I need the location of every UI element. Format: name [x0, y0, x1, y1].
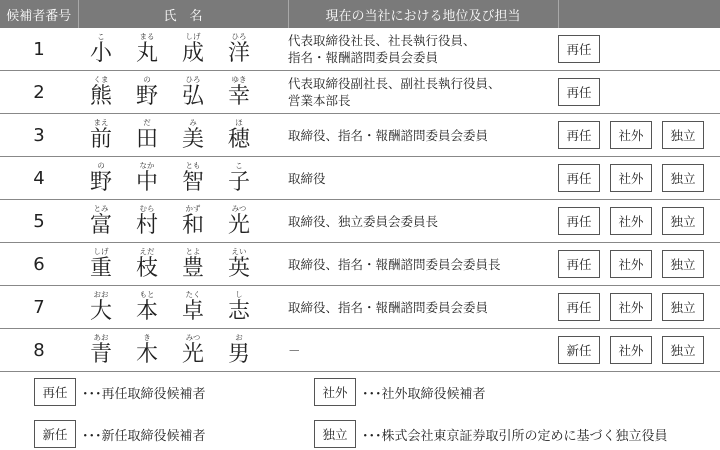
candidate-number: 2	[0, 71, 78, 114]
legend-tag-outside: 社外	[314, 378, 356, 406]
position-line: 取締役、指名・報酬諮問委員会委員	[288, 127, 489, 143]
candidate-position	[288, 200, 558, 243]
status-badge: 独立	[662, 250, 704, 278]
name-kanji: 成	[181, 41, 204, 66]
name-kanji: 美	[181, 127, 204, 152]
name-char	[78, 333, 124, 367]
position-line: 指名・報酬諮問委員会委員	[288, 50, 439, 65]
table-row	[0, 114, 720, 157]
name-ruby: みつ	[185, 333, 201, 342]
table-header	[0, 0, 720, 28]
name-char	[78, 32, 124, 66]
name-ruby: みつ	[231, 204, 247, 213]
name-kanji: 野	[89, 170, 112, 195]
legend-item-outside	[314, 378, 486, 406]
name-char	[170, 118, 216, 152]
candidate-name	[78, 243, 288, 286]
name-char	[124, 118, 170, 152]
name-char	[78, 247, 124, 281]
name-ruby: もと	[139, 290, 155, 299]
candidate-number: 1	[0, 28, 78, 71]
name-ruby: しげ	[185, 32, 201, 41]
name-kanji: 穂	[227, 127, 250, 152]
name-ruby: あお	[93, 333, 109, 342]
status-badge: 社外	[610, 121, 652, 149]
name-ruby: し	[235, 290, 243, 299]
name-kanji: 中	[135, 170, 158, 195]
name-kanji: 本	[135, 299, 158, 324]
name-kanji: 富	[89, 213, 112, 238]
candidate-name	[78, 157, 288, 200]
status-badge: 再任	[558, 121, 600, 149]
position-line: 営業本部長	[288, 93, 351, 108]
candidate-position	[288, 329, 558, 372]
candidate-position	[288, 71, 558, 114]
header-attributes	[558, 0, 720, 28]
position-line: 取締役、指名・報酬諮問委員会委員	[288, 299, 489, 315]
status-badge: 再任	[558, 250, 600, 278]
name-char	[216, 333, 262, 367]
candidate-tags	[558, 329, 720, 372]
legend	[0, 372, 720, 450]
table-row	[0, 243, 720, 286]
header-position: 現在の当社における地位及び担当	[288, 0, 558, 28]
name-char	[78, 118, 124, 152]
legend-text-reappointed: ･･･再任取締役候補者	[82, 386, 206, 402]
name-kanji: 幸	[227, 84, 250, 109]
candidate-name	[78, 329, 288, 372]
name-kanji: 村	[135, 213, 158, 238]
name-char	[124, 247, 170, 281]
name-ruby: こ	[235, 161, 243, 170]
name-ruby: おお	[93, 290, 109, 299]
name-char	[124, 75, 170, 109]
name-kanji: 枝	[135, 256, 158, 281]
name-ruby: ひろ	[231, 32, 247, 41]
name-char	[216, 247, 262, 281]
position-line: 代表取締役社長、社長執行役員、	[288, 33, 476, 48]
candidate-number: 5	[0, 200, 78, 243]
name-ruby: えい	[231, 247, 247, 256]
candidate-position	[288, 157, 558, 200]
candidate-number: 7	[0, 286, 78, 329]
candidate-number: 8	[0, 329, 78, 372]
name-char	[78, 161, 124, 195]
name-char	[78, 75, 124, 109]
legend-text-new: ･･･新任取締役候補者	[82, 428, 206, 444]
table-row	[0, 71, 720, 114]
header-number: 候補者番号	[0, 0, 78, 28]
candidate-tags	[558, 243, 720, 286]
name-ruby: とも	[185, 161, 201, 170]
name-ruby: の	[143, 75, 151, 84]
position-line: －	[288, 342, 301, 358]
legend-tag-reappointed: 再任	[34, 378, 76, 406]
name-kanji: 大	[89, 299, 112, 324]
name-ruby: まる	[139, 32, 155, 41]
legend-tag-new: 新任	[34, 420, 76, 448]
name-char	[124, 333, 170, 367]
table-body	[0, 28, 720, 372]
status-badge: 独立	[662, 293, 704, 321]
status-badge: 新任	[558, 336, 600, 364]
candidate-tags	[558, 286, 720, 329]
candidate-tags	[558, 114, 720, 157]
position-line: 取締役、独立委員会委員長	[288, 213, 439, 229]
name-kanji: 光	[181, 342, 204, 367]
status-badge: 再任	[558, 35, 600, 63]
name-char	[170, 204, 216, 238]
legend-text-outside: ･･･社外取締役候補者	[362, 386, 486, 402]
name-kanji: 智	[181, 170, 204, 195]
name-ruby: ひろ	[185, 75, 201, 84]
table-row	[0, 157, 720, 200]
status-badge: 社外	[610, 293, 652, 321]
status-badge: 独立	[662, 164, 704, 192]
name-char	[124, 290, 170, 324]
candidate-tags	[558, 28, 720, 71]
name-char	[216, 75, 262, 109]
legend-item-reappointed	[34, 378, 206, 406]
name-ruby: ほ	[235, 118, 243, 127]
name-ruby: お	[235, 333, 243, 342]
name-ruby: むら	[139, 204, 155, 213]
name-kanji: 前	[89, 127, 112, 152]
name-kanji: 弘	[181, 84, 204, 109]
candidate-name	[78, 71, 288, 114]
header-name: 氏 名	[78, 0, 288, 28]
legend-item-independent	[314, 420, 668, 448]
candidate-name	[78, 114, 288, 157]
name-char	[216, 204, 262, 238]
name-kanji: 光	[227, 213, 250, 238]
table-row	[0, 286, 720, 329]
name-char	[170, 75, 216, 109]
name-ruby: なか	[139, 161, 155, 170]
status-badge: 独立	[662, 336, 704, 364]
name-ruby: ゆき	[231, 75, 247, 84]
name-ruby: だ	[143, 118, 151, 127]
name-char	[124, 204, 170, 238]
candidate-number: 6	[0, 243, 78, 286]
status-badge: 社外	[610, 207, 652, 235]
name-kanji: 豊	[181, 256, 204, 281]
candidate-position	[288, 28, 558, 71]
name-kanji: 洋	[227, 41, 250, 66]
name-char	[124, 161, 170, 195]
name-char	[216, 161, 262, 195]
name-kanji: 男	[227, 342, 250, 367]
name-char	[170, 290, 216, 324]
status-badge: 再任	[558, 293, 600, 321]
candidate-tags	[558, 200, 720, 243]
candidate-position	[288, 286, 558, 329]
name-kanji: 重	[89, 256, 112, 281]
status-badge: 再任	[558, 78, 600, 106]
status-badge: 社外	[610, 250, 652, 278]
status-badge: 再任	[558, 164, 600, 192]
status-badge: 再任	[558, 207, 600, 235]
legend-item-new	[34, 420, 206, 448]
name-ruby: えだ	[139, 247, 155, 256]
name-kanji: 熊	[89, 84, 112, 109]
name-kanji: 和	[181, 213, 204, 238]
name-ruby: しげ	[93, 247, 109, 256]
table-row	[0, 28, 720, 71]
name-ruby: かず	[185, 204, 201, 213]
table-row	[0, 329, 720, 372]
name-kanji: 卓	[181, 299, 204, 324]
name-char	[124, 32, 170, 66]
candidate-name	[78, 28, 288, 71]
name-char	[170, 247, 216, 281]
name-ruby: とよ	[185, 247, 201, 256]
name-kanji: 志	[227, 299, 250, 324]
status-badge: 社外	[610, 336, 652, 364]
name-kanji: 田	[135, 127, 158, 152]
name-char	[170, 161, 216, 195]
candidate-tags	[558, 71, 720, 114]
name-kanji: 子	[227, 170, 250, 195]
status-badge: 独立	[662, 121, 704, 149]
position-line: 代表取締役副社長、副社長執行役員、	[288, 76, 501, 91]
name-kanji: 木	[135, 342, 158, 367]
candidate-position	[288, 114, 558, 157]
candidate-tags	[558, 157, 720, 200]
candidate-name	[78, 200, 288, 243]
name-char	[216, 32, 262, 66]
candidate-number: 4	[0, 157, 78, 200]
candidate-name	[78, 286, 288, 329]
name-char	[170, 32, 216, 66]
legend-text-independent: ･･･株式会社東京証券取引所の定めに基づく独立役員	[362, 428, 668, 444]
name-ruby: み	[189, 118, 197, 127]
name-kanji: 野	[135, 84, 158, 109]
position-line: 取締役	[288, 170, 326, 186]
name-ruby: こ	[97, 32, 105, 41]
candidate-number: 3	[0, 114, 78, 157]
status-badge: 独立	[662, 207, 704, 235]
name-ruby: たく	[185, 290, 201, 299]
name-kanji: 小	[89, 41, 112, 66]
name-char	[170, 333, 216, 367]
name-ruby: まえ	[93, 118, 109, 127]
position-line: 取締役、指名・報酬諮問委員会委員長	[288, 256, 501, 272]
name-char	[216, 290, 262, 324]
table-row	[0, 200, 720, 243]
name-ruby: き	[143, 333, 151, 342]
name-ruby: くま	[93, 75, 109, 84]
legend-tag-independent: 独立	[314, 420, 356, 448]
name-kanji: 英	[227, 256, 250, 281]
name-char	[78, 290, 124, 324]
name-kanji: 青	[89, 342, 112, 367]
status-badge: 社外	[610, 164, 652, 192]
name-char	[216, 118, 262, 152]
candidate-position	[288, 243, 558, 286]
name-char	[78, 204, 124, 238]
name-ruby: の	[97, 161, 105, 170]
name-kanji: 丸	[135, 41, 158, 66]
name-ruby: とみ	[93, 204, 109, 213]
